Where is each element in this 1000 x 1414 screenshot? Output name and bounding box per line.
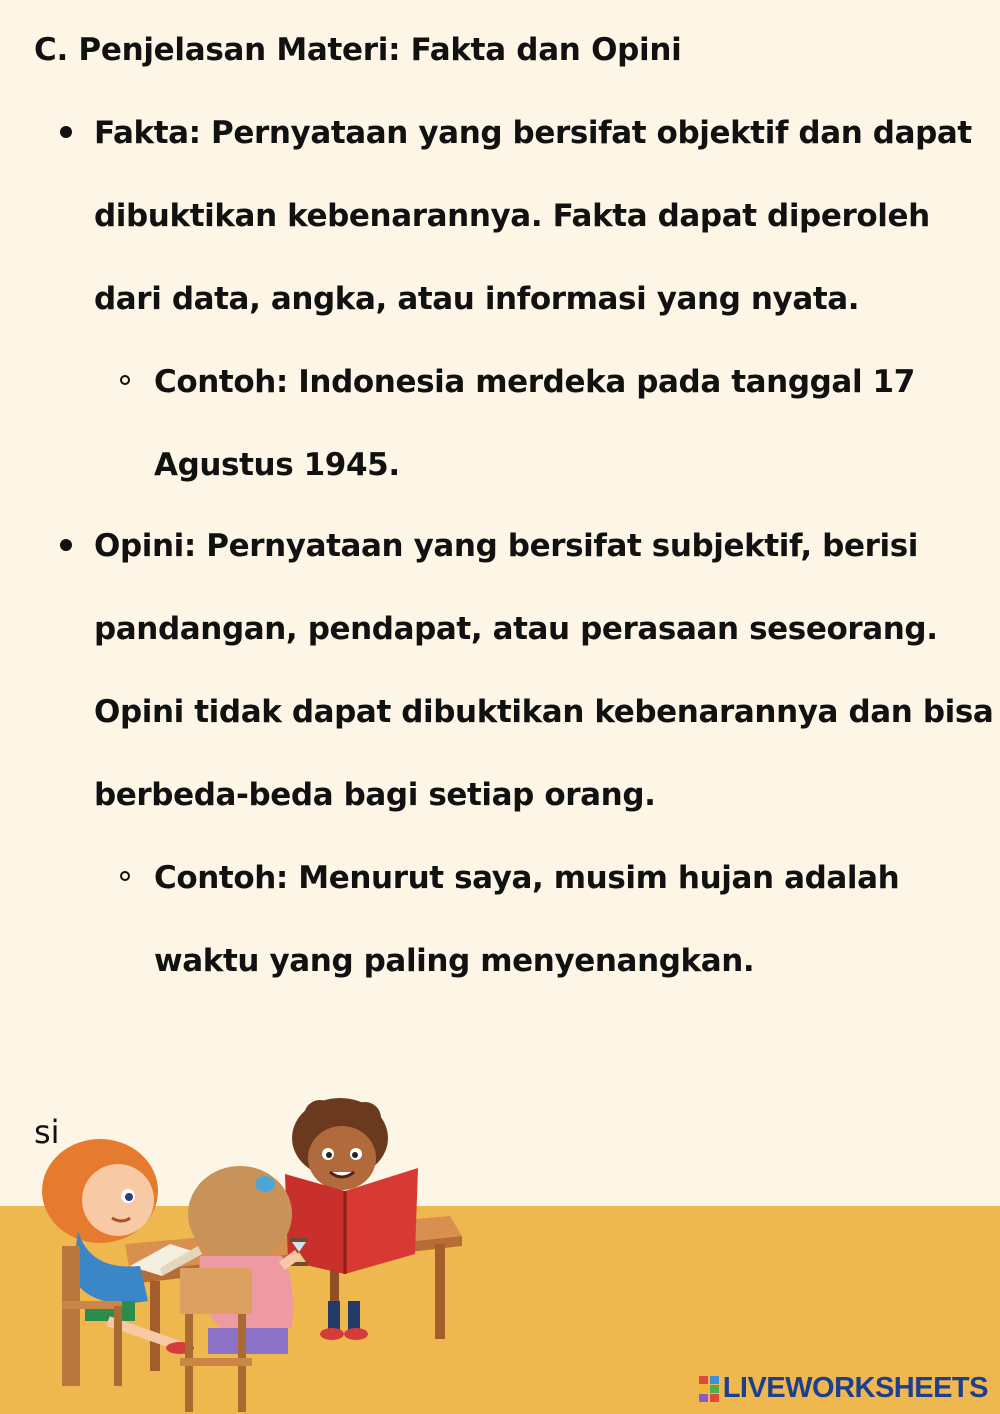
opini-example-text: Contoh: Menurut saya, musim hujan adalah waktu yang paling menyenangkan. (154, 860, 900, 979)
section-heading: C. Penjelasan Materi: Fakta dan Opini (34, 32, 682, 68)
bullet-icon (60, 539, 72, 551)
list-item-fakta (34, 92, 996, 507)
circle-bullet-icon (120, 871, 130, 881)
liveworksheets-logo (699, 1372, 988, 1405)
list-item-opini (34, 505, 996, 1003)
bullet-icon (60, 126, 72, 138)
fakta-example-text: Contoh: Indonesia merdeka pada tanggal 17 Agustus 1945. (154, 364, 915, 483)
circle-bullet-icon (120, 375, 130, 385)
list-item-opini-example (94, 837, 996, 1003)
opini-definition: Opini: Pernyataan yang bersifat subjektif, berisi pandangan, pendapat, atau perasaan seseorang. Opini tidak dapat dibuktikan kebenarannya dan bisa berbeda-beda bagi setiap orang. (94, 528, 994, 813)
fakta-examples (94, 341, 996, 507)
lesson-content (34, 26, 996, 1003)
list-item-fakta-example (94, 341, 996, 507)
stray-text: si (34, 1113, 60, 1151)
liveworksheets-logo-icon (699, 1376, 719, 1402)
fakta-definition: Fakta: Pernyataan yang bersifat objektif dan dapat dibuktikan kebenarannya. Fakta dapat diperoleh dari data, angka, atau informasi yang nyata. (94, 115, 972, 317)
concept-list (34, 92, 996, 1003)
children-reading-illustration (30, 1096, 470, 1414)
opini-examples (94, 837, 996, 1003)
liveworksheets-logo-text: LIVEWORKSHEETS (722, 1372, 988, 1404)
